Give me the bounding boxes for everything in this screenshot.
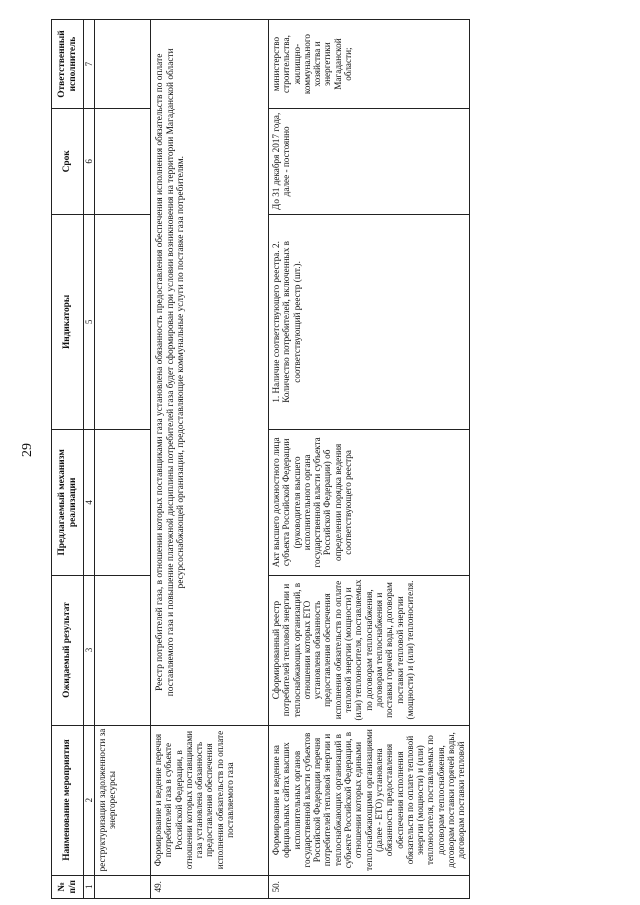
header-name: Наименование мероприятия [52, 725, 84, 875]
column-number: 2 [84, 725, 95, 875]
cell-mechanism: Акт высшего должностного лица субъекта Российской Федерации (руководителя высшего исполнительного органа государственной власти субъекта Российской Федерации) об определении порядка ведения соответствующего реестра [269, 430, 470, 575]
cell-name: Формирование и ведение перечня потребителей газа в субъекте Российской Федерации, в отношении которых поставщиками газа установлена обязанность предоставления обеспечения исполнения обязательств по оплате поставляемого газа [151, 725, 269, 875]
cell-mechanism [95, 430, 151, 575]
column-number: 7 [84, 20, 95, 109]
header-mechanism: Предлагаемый механизм реализации [52, 430, 84, 575]
column-number: 1 [84, 875, 95, 898]
cell-merged-note: Реестр потребителей газа, в отношении которых поставщиками газа установлена обязанность предоставления обеспечения исполнения обязательств по оплате поставляемого газа и повышение платежной дисциплины потребителей газа будет сформирован при условии возникновения на территории Магаданской области ресурсоснабжающей организации, предоставляющие коммунальные услуги по поставке газа потребителям. [151, 20, 269, 726]
measures-table [51, 19, 470, 899]
header-row [52, 20, 84, 899]
cell-num: 49. [151, 875, 269, 898]
cell-deadline [95, 109, 151, 214]
header-deadline: Срок [52, 109, 84, 214]
cell-result: Сформированный реестр потребителей тепловой энергии и теплоснабжающих организаций, в отношении которых ЕТО установлена обязанность предоставления обеспечения исполнения обязательств по оплате тепловой энергии (мощности) и (или) теплоносителя, поставляемых по договорам теплоснабжения, договорам теплоснабжения и поставки горячей воды, договорам поставки тепловой энергии (мощности) и (или) теплоносителя. [269, 575, 470, 725]
column-number: 5 [84, 214, 95, 430]
cell-name: реструктуризации задолженности за энергоресурсы [95, 725, 151, 875]
column-number: 4 [84, 430, 95, 575]
column-number: 3 [84, 575, 95, 725]
cell-indicators: 1. Наличие соответствующего реестра. 2. Количество потребителей, включенных в соответствующий реестр (шт.). [269, 214, 470, 430]
cell-num: 50. [269, 875, 470, 898]
cell-indicators [95, 214, 151, 430]
cell-responsible [95, 20, 151, 109]
table-row-49 [151, 20, 269, 899]
table-row-continuation [95, 20, 151, 899]
header-result: Ожидаемый результат [52, 575, 84, 725]
cell-responsible: министерство строительства, жилищно-коммунального хозяйства и энергетики Магаданской области; [269, 20, 470, 109]
rotated-table-wrapper [51, 19, 586, 899]
table-row-50 [269, 20, 470, 899]
cell-deadline: До 31 декабря 2017 года, далее - постоянно [269, 109, 470, 214]
cell-result [95, 575, 151, 725]
cell-num [95, 875, 151, 898]
cell-name: Формирование и ведение на официальных сайтах высших исполнительных органов государственной власти субъектов Российской Федерации перечня потребителей тепловой энергии и теплоснабжающих организаций в субъекте Российской Федерации, в отношении которых едиными теплоснабжающими организациями (далее - ЕТО) установлена обязанность предоставления обеспечения исполнения обязательств по оплате тепловой энергии (мощности) и (или) теплоносителя, поставляемых по договорам теплоснабжения, договорам поставки горячей воды, договорам поставки тепловой [269, 725, 470, 875]
column-number: 6 [84, 109, 95, 214]
column-number-row [84, 20, 95, 899]
header-responsible: Ответственный исполнитель [52, 20, 84, 109]
page-number-text: 29 [20, 443, 35, 457]
header-indicators: Индикаторы [52, 214, 84, 430]
header-num: № п/п [52, 875, 84, 898]
